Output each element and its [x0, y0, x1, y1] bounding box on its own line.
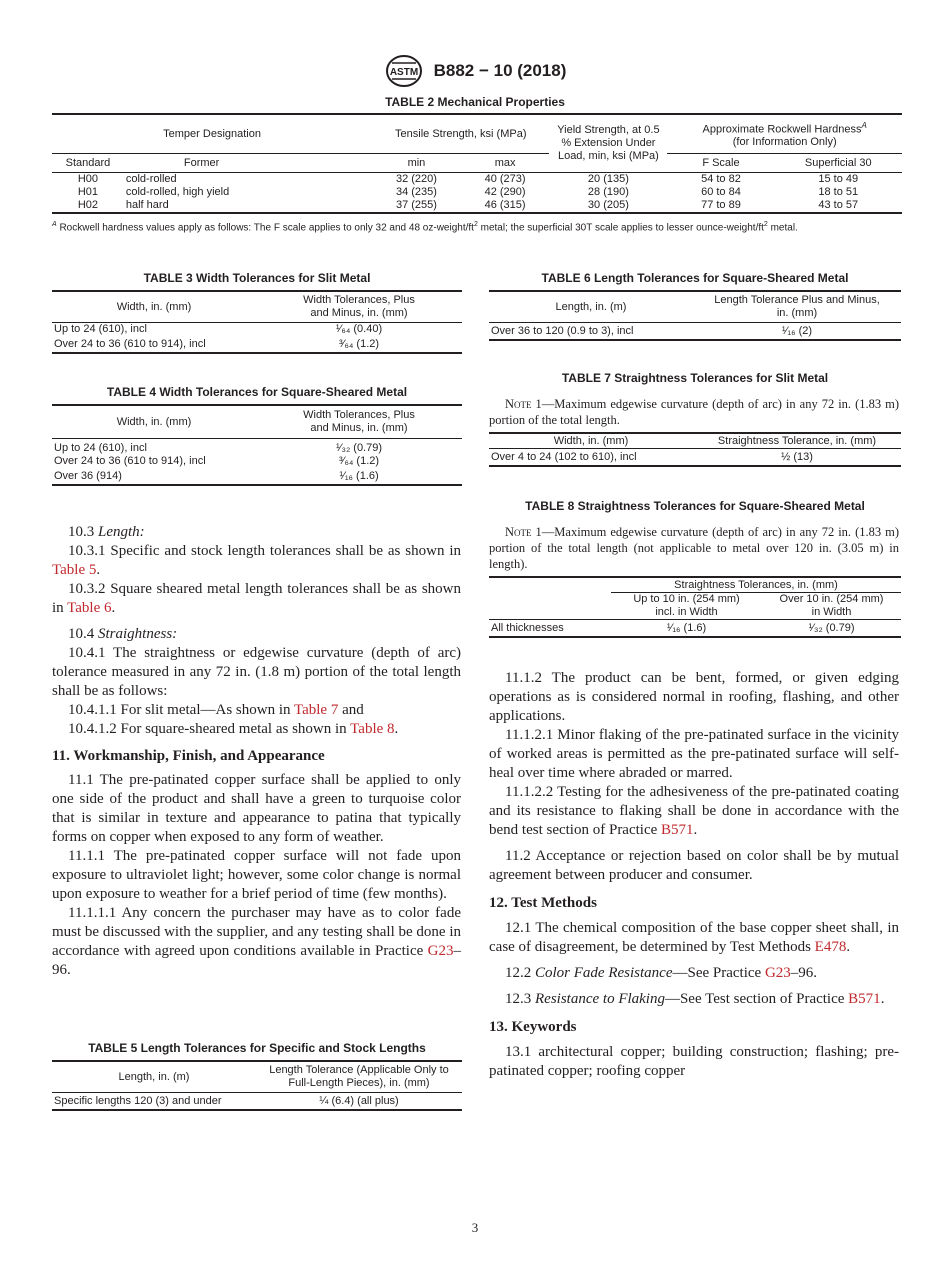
para-11-1-2-1: 11.1.2.1 Minor flaking of the pre-patinated surface in the vicinity of worked areas is permitted as the pre-patinated surface will self-heal over time where abraded or marred.	[489, 727, 899, 781]
page-number: 3	[471, 1220, 479, 1235]
table2	[52, 113, 902, 214]
table7	[489, 432, 901, 467]
left-column-text	[52, 523, 461, 980]
para-10-4: 10.4 Straightness:	[68, 626, 178, 642]
table4-title: TABLE 4 Width Tolerances for Square-Sheared Metal	[106, 385, 408, 399]
t4-h-width: Width, in. (mm)	[116, 415, 192, 428]
para-11-1-1-1: 11.1.1.1 Any concern the purchaser may have as to color fade must be discussed with the supplier, and any testing shall be done in accordance with agreed upon conditions available in Practice G23–96.	[52, 905, 461, 978]
para-10-3-2: 10.3.2 Square sheared metal length tolerances shall be as shown in Table 6.	[52, 581, 461, 616]
table5-title: TABLE 5 Length Tolerances for Specific and Stock Lengths	[88, 1041, 426, 1055]
section-11-heading: 11. Workmanship, Finish, and Appearance	[52, 748, 325, 764]
astm-logo-icon	[384, 54, 424, 88]
document-designation: B882 − 10 (2018)	[433, 61, 567, 80]
para-12-3: 12.3 Resistance to Flaking—See Test section of Practice B571.	[505, 991, 885, 1007]
table6	[489, 290, 901, 341]
table-row: Over 24 to 36 (610 to 914), incl ³⁄₆₄ (1.2)	[54, 455, 380, 467]
table8-note: Note 1—Maximum edgewise curvature (depth of arc) in any 72 in. (1.83 m) portion of the total length (not applicable to metal over 120 in. (3.05 m) in length).	[489, 525, 900, 571]
t8-h-over-10: Over 10 in. (254 mm) in Width	[779, 593, 884, 618]
table-row: All thicknesses ¹⁄₁₆ (1.6) ¹⁄₃₂ (0.79)	[489, 620, 901, 638]
t2-h-fscale: F Scale	[667, 154, 774, 173]
section-12-heading: 12. Test Methods	[489, 895, 597, 911]
t2-h-yield: Yield Strength, at 0.5 % Extension Under Load, min, ksi (MPa)	[549, 114, 667, 173]
table2-footnote: $^A$ Rockwell hardness values apply as follows: The F scale applies to only 32 and 48 $oz-weight/ft^2$ metal; the superficial 30T scale applies to lesser ounce-$weight/ft^2$ metal.	[52, 221, 798, 234]
para-10-4-1: 10.4.1 The straightness or edgewise curvature (depth of arc) tolerance measured in any 72 in. (1.8 m) portion of the total length shall be as follows:	[52, 645, 461, 699]
section-13-heading: 13. Keywords	[489, 1019, 577, 1035]
t5-h-length: Length, in. (m)	[118, 1070, 190, 1083]
table8-title: TABLE 8 Straightness Tolerances for Square-Sheared Metal	[525, 499, 865, 513]
t2-h-tensile: Tensile Strength, ksi (MPa)	[395, 127, 527, 140]
table7-note: Note 1—Maximum edgewise curvature (depth of arc) in any 72 in. (1.83 m) portion of the total length.	[489, 397, 900, 427]
t2-h-former: Former	[124, 154, 372, 173]
t3-h-width: Width, in. (mm)	[116, 300, 192, 313]
t5-h-tolerance: Length Tolerance (Applicable Only to Full-Length Pieces), in. (mm)	[269, 1064, 449, 1089]
table4	[52, 404, 462, 486]
t8-h-span: Straightness Tolerances, in. (mm)	[611, 577, 901, 593]
para-10-4-1-2: 10.4.1.2 For square-sheared metal as shown in Table 8.	[68, 721, 399, 737]
link-b571-2[interactable]: B571	[848, 991, 881, 1007]
para-11-1-2-2: 11.1.2.2 Testing for the adhesiveness of the pre-patinated coating and its resistance to flaking shall be done in accordance with the bend test section of Practice B571.	[489, 784, 899, 838]
right-column-text	[489, 669, 899, 1081]
link-g23[interactable]: G23	[427, 943, 454, 959]
t2-h-rockwell: Approximate Rockwell Hardness$^A$ (for Information Only)	[667, 114, 902, 154]
link-g23-2[interactable]: G23	[764, 965, 791, 981]
para-10-4-1-1: 10.4.1.1 For slit metal—As shown in Table 7 and	[68, 702, 364, 718]
link-table-6[interactable]: Table 6	[67, 600, 112, 616]
table-row: Over 36 (914) ¹⁄₁₆ (1.6)	[52, 468, 462, 485]
t2-h-min: min	[372, 154, 461, 173]
table3	[52, 290, 462, 354]
t8-h-up-to-10: Up to 10 in. (254 mm) incl. in Width	[633, 593, 740, 618]
table-row: H01 cold-rolled, high yield 34 (235) 42 (290) 28 (190) 60 to 84 18 to 51	[77, 186, 859, 198]
t2-h-temper: Temper Designation	[163, 127, 261, 140]
para-12-2: 12.2 Color Fade Resistance—See Practice G23–96.	[505, 965, 818, 981]
para-11-1-1: 11.1.1 The pre-patinated copper surface will not fade upon exposure to ultraviolet light; however, some color change is normal upon exposure to weather for a brief period of time (few months).	[52, 848, 461, 902]
para-10-3: 10.3 Length:	[68, 524, 145, 540]
page-header	[0, 54, 950, 88]
t2-h-superficial: Superficial 30	[775, 154, 902, 173]
table-row: Up to 24 (610), incl ¹⁄₆₄ (0.40)	[54, 323, 383, 335]
svg-text:ASTM: ASTM	[389, 67, 418, 78]
link-table-5[interactable]: Table 5	[52, 562, 97, 578]
para-11-2: 11.2 Acceptance or rejection based on color shall be by mutual agreement between producer and consumer.	[489, 848, 899, 883]
link-table-7[interactable]: Table 7	[293, 702, 339, 718]
t6-h-length: Length, in. (m)	[555, 300, 627, 313]
t6-h-tolerance: Length Tolerance Plus and Minus, in. (mm)	[714, 294, 880, 319]
table-row: H02 half hard 37 (255) 46 (315) 30 (205) 77 to 89 43 to 57	[52, 199, 902, 213]
para-11-1-2: 11.1.2 The product can be bent, formed, or given edging operations as is considered normal in roofing, flashing, and other applications.	[489, 670, 899, 724]
link-table-8[interactable]: Table 8	[350, 721, 395, 737]
table5	[52, 1060, 462, 1111]
para-10-3-1: 10.3.1 Specific and stock length tolerances shall be as shown in Table 5.	[52, 543, 461, 578]
table8	[489, 576, 901, 638]
table-row: Specific lengths 120 (3) and under ¼ (6.4) (all plus)	[52, 1093, 462, 1111]
table-row: Over 24 to 36 (610 to 914), incl ³⁄₆₄ (1.2)	[52, 336, 462, 353]
t2-h-max: max	[461, 154, 550, 173]
para-13-1: 13.1 architectural copper; building construction; flashing; pre-patinated copper; roofing copper	[489, 1044, 899, 1079]
t2-h-standard: Standard	[52, 154, 124, 173]
para-12-1: 12.1 The chemical composition of the base copper sheet shall, in case of disagreement, be determined by Test Methods E478.	[489, 920, 899, 955]
table7-title: TABLE 7 Straightness Tolerances for Slit Metal	[561, 371, 829, 385]
table2-title: TABLE 2 Mechanical Properties	[385, 95, 565, 109]
table-row: Over 4 to 24 (102 to 610), incl ½ (13)	[489, 449, 901, 467]
t3-h-tolerance: Width Tolerances, Plus and Minus, in. (mm)	[303, 294, 415, 319]
table3-title: TABLE 3 Width Tolerances for Slit Metal	[143, 271, 371, 285]
table-row: Up to 24 (610), incl ¹⁄₃₂ (0.79)	[54, 442, 383, 454]
table6-title: TABLE 6 Length Tolerances for Square-Sheared Metal	[541, 271, 849, 285]
table-row: Over 36 to 120 (0.9 to 3), incl ¹⁄₁₆ (2)	[489, 323, 901, 341]
t7-h-width: Width, in. (mm)	[553, 434, 629, 447]
table-row: H00 cold-rolled 32 (220) 40 (273) 20 (135) 54 to 82 15 to 49	[77, 173, 859, 185]
para-11-1: 11.1 The pre-patinated copper surface shall be applied to only one side of the product and shall have a green to turquoise color that is similar in texture and appearance to patina that typically forms on copper when exposed to any form of weather.	[52, 772, 461, 845]
t7-h-tolerance: Straightness Tolerance, in. (mm)	[717, 434, 877, 447]
t4-h-tolerance: Width Tolerances, Plus and Minus, in. (mm)	[303, 409, 415, 434]
link-e478[interactable]: E478	[814, 939, 847, 955]
link-b571[interactable]: B571	[661, 822, 694, 838]
